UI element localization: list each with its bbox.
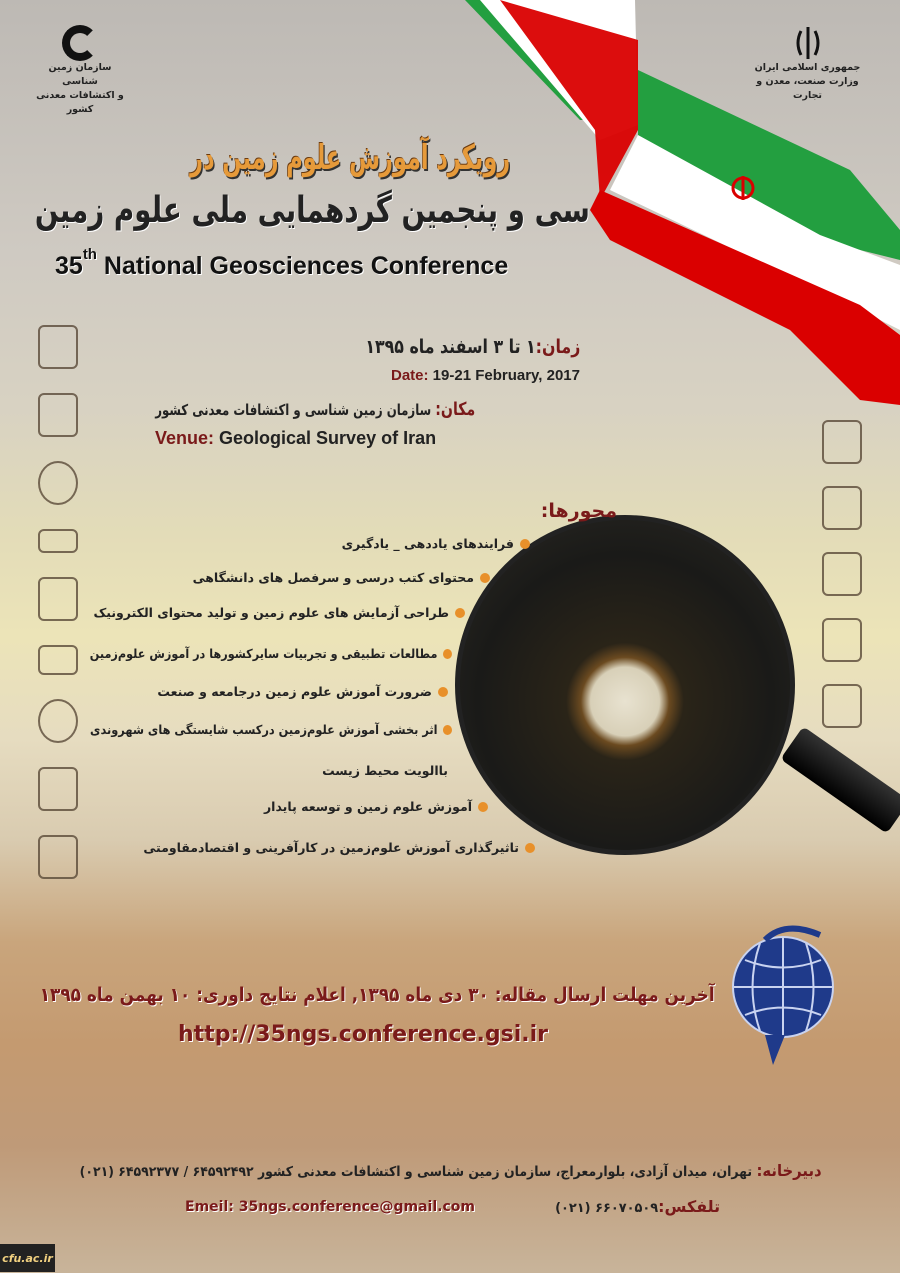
axes-title: محورها: xyxy=(540,500,617,522)
bullet-icon xyxy=(443,725,452,735)
partner-logo xyxy=(38,393,78,437)
left-partner-logos xyxy=(38,325,78,879)
gsi-logo-text: سازمان زمین شناسی و اکتشافات معدنی کشور xyxy=(36,62,124,115)
topic-item: اثر بخشی آموزش علوم‌زمین درکسب شایستگی های شهروندی xyxy=(90,721,452,739)
magnifier-mineral-image xyxy=(455,515,795,855)
globe-logo-icon xyxy=(725,925,845,1075)
watermark-logo: cfu.ac.ir xyxy=(0,1244,55,1272)
partner-logo xyxy=(38,529,78,553)
bullet-icon xyxy=(520,539,530,549)
topic-item: ضرورت آموزش علوم زمین درجامعه و صنعت xyxy=(157,683,448,701)
secretariat-address: دبیرخانه: تهران، میدان آزادی، بلوارمعراج، سازمان زمین شناسی و اکتشافات معدنی کشور ۶۴۵۹۲۴۹۲ / ۶۴۵۹۲۳۷۷ (۰۲۱) xyxy=(80,1161,822,1180)
partner-logo xyxy=(38,767,78,811)
irqua-logo xyxy=(38,699,78,743)
topic-item: طراحی آزمایش های علوم زمین و تولید محتوای الکترونیک xyxy=(93,604,465,622)
title-persian-line1: رویکرد آموزش علوم زمین در xyxy=(190,138,510,178)
partner-logo xyxy=(822,684,862,728)
conference-url-link[interactable]: http://35ngs.conference.gsi.ir xyxy=(178,1022,548,1047)
partner-logo xyxy=(822,420,862,464)
gsi-logo xyxy=(35,25,125,117)
title-persian-line2: سی و پنجمین گردهمایی ملی علوم زمین xyxy=(35,190,590,231)
partner-logo xyxy=(822,618,862,662)
bullet-icon xyxy=(438,687,448,697)
title-english: 35th National Geosciences Conference xyxy=(55,245,509,280)
fax-number: تلفکس:۶۶۰۷۰۵۰۹ (۰۲۱) xyxy=(555,1197,720,1216)
topic-item: فرایندهای یاددهی _ یادگیری xyxy=(342,535,530,553)
date-persian: زمان:۱ تا ۳ اسفند ماه ۱۳۹۵ xyxy=(365,336,580,358)
bullet-icon xyxy=(480,573,490,583)
date-english: Date: 19-21 February, 2017 xyxy=(391,367,580,384)
magnifier-handle xyxy=(780,726,900,833)
bullet-icon xyxy=(525,843,535,853)
partner-logo xyxy=(38,577,78,621)
partner-logo xyxy=(38,461,78,505)
topic-item: تاثیرگذاری آموزش علوم‌زمین در کارآفرینی و اقتصادمقاومتی xyxy=(143,839,535,857)
topic-item: محتوای کتب درسی و سرفصل های دانشگاهی xyxy=(193,569,490,587)
email-address[interactable]: Emeil: 35ngs.conference@gmail.com xyxy=(185,1199,475,1215)
partner-logo xyxy=(38,325,78,369)
topic-item-continuation: باالویت محیط زیست xyxy=(322,763,448,778)
submission-deadline: آخرین مهلت ارسال مقاله: ۳۰ دی ماه ۱۳۹۵, اعلام نتایج داوری: ۱۰ بهمن ماه ۱۳۹۵ xyxy=(40,984,715,1006)
iran-emblem-icon xyxy=(793,25,823,61)
venue-persian: مکان: سازمان زمین شناسی و اکتشافات معدنی کشور xyxy=(155,399,475,420)
bullet-icon xyxy=(455,608,465,618)
bullet-icon xyxy=(443,649,452,659)
ministry-logo xyxy=(745,25,870,103)
topic-item: مطالعات تطبیقی و تجربیات سایرکشورها در آموزش علوم‌زمین xyxy=(90,645,452,663)
ministry-logo-text: جمهوری اسلامی ایران وزارت صنعت، معدن و تجارت xyxy=(754,62,861,101)
unesco-logo xyxy=(38,645,78,675)
topic-item: آموزش علوم زمین و توسعه پایدار xyxy=(264,798,488,816)
gsi-logo-icon xyxy=(62,25,98,61)
venue-english: Venue: Geological Survey of Iran xyxy=(155,428,437,448)
partner-logo xyxy=(822,552,862,596)
partner-logo xyxy=(822,486,862,530)
bullet-icon xyxy=(478,802,488,812)
partner-logo xyxy=(38,835,78,879)
right-partner-logos xyxy=(822,420,862,728)
